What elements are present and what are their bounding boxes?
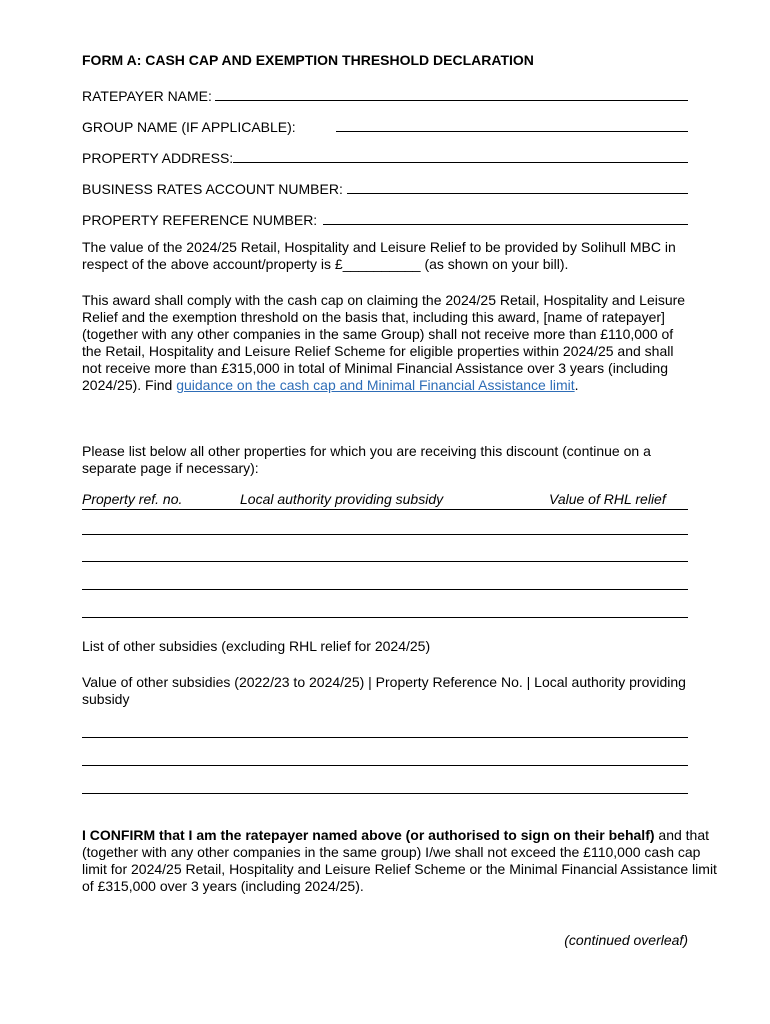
property-reference-field: [82, 208, 688, 228]
award-paragraph: [82, 292, 688, 394]
group-name-field: [82, 115, 688, 135]
guidance-link[interactable]: guidance on the cash cap and Minimal Financial Assistance limit: [176, 377, 575, 393]
confirmation-text: and that (together with any other companies in the same group) I/we shall not exceed the £110,000 cash cap limit for 2024/25 Retail, Hospitality and Leisure Relief Scheme or the Minimal Financial Assistance limit of £315,000 over 3 years (including 2024/25).: [82, 827, 717, 894]
property-reference-input-line[interactable]: [323, 224, 688, 225]
ratepayer-name-input-line[interactable]: [215, 100, 688, 101]
account-number-label: BUSINESS RATES ACCOUNT NUMBER:: [82, 181, 343, 197]
other-subsidies-label: List of other subsidies (excluding RHL relief for 2024/25): [82, 638, 431, 654]
property-entry-line[interactable]: [82, 561, 688, 562]
property-address-input-line[interactable]: [233, 162, 688, 163]
group-name-label: GROUP NAME (IF APPLICABLE):: [82, 119, 296, 135]
property-reference-label: PROPERTY REFERENCE NUMBER:: [82, 212, 318, 228]
subsidy-entry-line[interactable]: [82, 737, 688, 738]
subsidy-entry-line[interactable]: [82, 765, 688, 766]
property-entry-line[interactable]: [82, 534, 688, 535]
subsidy-entry-line[interactable]: [82, 793, 688, 794]
confirmation-bold-text: I CONFIRM that I am the ratepayer named above (or authorised to sign on their behalf): [82, 827, 655, 843]
header-rhl-value: Value of RHL relief: [549, 491, 666, 507]
property-address-label: PROPERTY ADDRESS:: [82, 150, 234, 166]
header-local-authority: Local authority providing subsidy: [240, 491, 444, 507]
account-number-field: [82, 177, 688, 197]
continued-overleaf: (continued overleaf): [564, 932, 688, 948]
award-text: This award shall comply with the cash cap on claiming the 2024/25 Retail, Hospitality and Leisure Relief and the exemption threshold on the basis that, including this award, [name of ratepayer] (together with any other companies in the same Group) shall not receive more than £110,000 of the Retail, Hospitality and Leisure Relief Scheme for eligible properties within 2024/25 and shall not receive more than £315,000 in total of Minimal Financial Assistance over 3 years (including 2024/25). Find: [82, 292, 686, 393]
header-property-ref: Property ref. no.: [82, 491, 183, 507]
form-title: FORM A: CASH CAP AND EXEMPTION THRESHOLD DECLARATION: [82, 52, 534, 68]
group-name-input-line[interactable]: [336, 131, 688, 132]
ratepayer-name-field: [82, 84, 688, 104]
relief-value-paragraph: The value of the 2024/25 Retail, Hospitality and Leisure Relief to be provided by Solihull MBC in respect of the above account/property is £__________ (as shown on your bill).: [82, 239, 676, 272]
award-end: .: [574, 377, 579, 393]
confirmation-paragraph: [82, 827, 722, 895]
other-subsidies-columns: Value of other subsidies (2022/23 to 2024/25) | Property Reference No. | Local authority providing subsidy: [82, 674, 686, 707]
account-number-input-line[interactable]: [347, 193, 688, 194]
property-address-field: [82, 146, 688, 166]
ratepayer-name-label: RATEPAYER NAME:: [82, 88, 212, 104]
property-entry-line[interactable]: [82, 589, 688, 590]
list-instruction: Please list below all other properties for which you are receiving this discount (continue on a separate page if necessary):: [82, 443, 651, 476]
properties-table-header: [82, 491, 688, 510]
property-entry-line[interactable]: [82, 617, 688, 618]
